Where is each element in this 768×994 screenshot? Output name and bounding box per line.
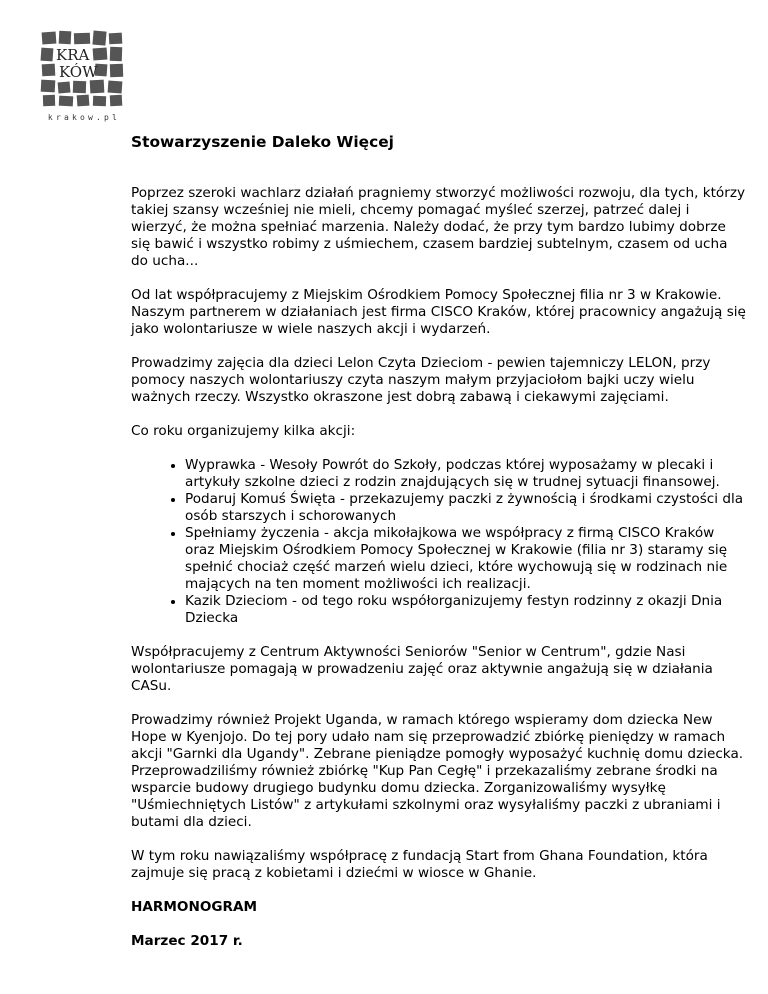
list-item: • Wyprawka - Wesoły Powrót do Szkoły, podczas której wyposażamy w plecaki i artykuły szkolne dzieci z rodzin znajdujących się w trudnej sytuacji finansowej.: [185, 457, 746, 491]
page-title: Stowarzyszenie Daleko Więcej: [131, 133, 394, 151]
krakow-logo: [40, 30, 128, 122]
actions-list: [131, 457, 746, 627]
paragraph-ghana: W tym roku nawiązaliśmy współpracę z fundacją Start from Ghana Foundation, która zajmuje się pracą z kobietami i dziećmi w wiosce w Ghanie.: [131, 848, 708, 881]
logo-text-line2: KÓW: [59, 63, 98, 81]
paragraph-actions-intro: Co roku organizujemy kilka akcji:: [131, 423, 356, 439]
section-heading: HARMONOGRAM: [131, 899, 258, 915]
logo-url: krakow.pl: [47, 113, 121, 122]
list-item: • Podaruj Komuś Święta - przekazujemy paczki z żywnością i środkami czystości dla osób starszych i schorowanych: [185, 491, 746, 525]
section-subheading: Marzec 2017 r.: [131, 933, 243, 949]
list-item: • Spełniamy życzenia - akcja mikołajkowa we współpracy z firmą CISCO Kraków oraz Miejskim Ośrodkiem Pomocy Społecznej w Krakowie (filia nr 3) staramy się spełnić chociaż część marzeń wielu dzieci, które wychowują się w rodzinach nie mających na ten moment możliwości ich realizacji.: [185, 525, 746, 593]
paragraph-lelon: Prowadzimy zajęcia dla dzieci Lelon Czyta Dzieciom - pewien tajemniczy LELON, przy pomocy naszych wolontariuszy czyta naszym małym przyjaciołom bajki uczy wielu ważnych rzeczy. Wszystko okraszone jest dobrą zabawą i ciekawymi zajęciami.: [131, 355, 711, 405]
paragraph-partners: Od lat współpracujemy z Miejskim Ośrodkiem Pomocy Społecznej filia nr 3 w Krakowie. Naszym partnerem w działaniach jest firma CISCO Kraków, której pracownicy angażują się jako wolontariusze w wiele naszych akcji i wydarzeń.: [131, 287, 746, 337]
paragraph-uganda: Prowadzimy również Projekt Uganda, w ramach którego wspieramy dom dziecka New Hope w Kyenjojo. Do tej pory udało nam się przeprowadzić zbiórkę pieniędzy w ramach akcji "Garnki dla Ugandy". Zebrane pieniądze pomogły wyposażyć kuchnię domu dziecka. Przeprowadziliśmy również zbiórkę "Kup Pan Cegłę" i przekazaliśmy zebrane środki na wsparcie budowy drugiego budynku domu dziecka. Zorganizowaliśmy wysyłkę "Uśmiechniętych Listów" z artykułami szkolnymi oraz wysyłaliśmy paczki z ubraniami i butami dla dzieci.: [131, 712, 744, 830]
paragraph-seniors: Współpracujemy z Centrum Aktywności Seniorów "Senior w Centrum", gdzie Nasi wolontariusze pomagają w prowadzeniu zajęć oraz aktywnie angażują się w działania CASu.: [131, 644, 713, 694]
paragraph-intro: Poprzez szeroki wachlarz działań pragniemy stworzyć możliwości rozwoju, dla tych, którzy takiej szansy wcześniej nie mieli, chcemy pomagać myśleć szerzej, patrzeć dalej i wierzyć, że można spełniać marzenia. Należy dodać, że przy tym bardzo lubimy dobrze się bawić i wszystko robimy z uśmiechem, czasem bardziej subtelnym, czasem od ucha do ucha...: [131, 185, 746, 269]
document-body: [131, 132, 746, 967]
krakow-logo-mosaic: [40, 30, 128, 108]
logo-text-line1: KRA: [56, 46, 90, 64]
list-item: • Kazik Dzieciom - od tego roku współorganizujemy festyn rodzinny z okazji Dnia Dziecka: [185, 593, 746, 627]
